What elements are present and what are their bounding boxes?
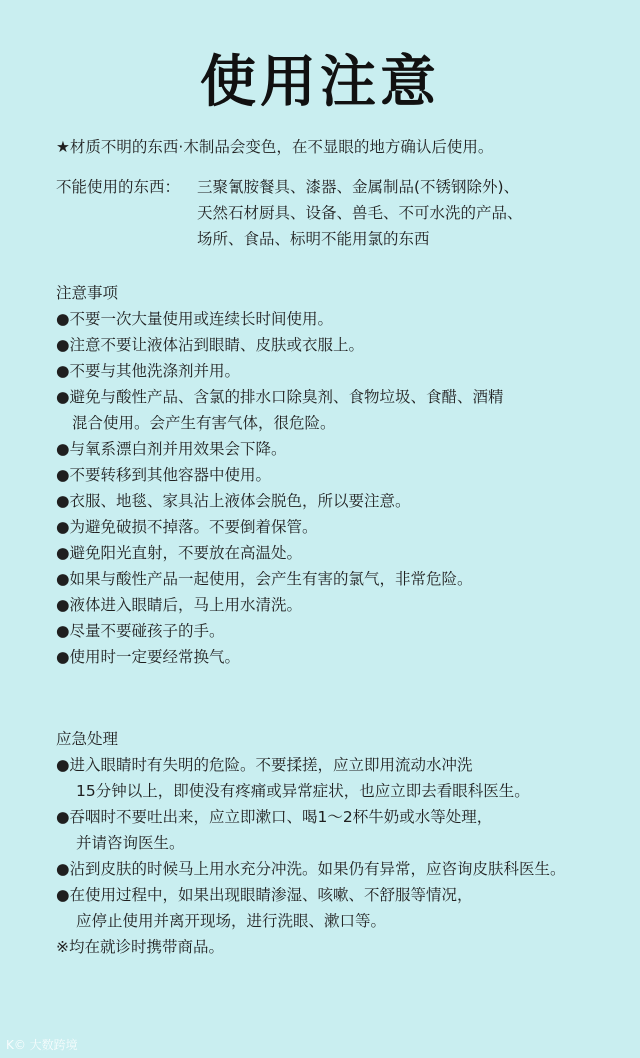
material-warning: ★材质不明的东西·木制品会变色，在不显眼的地方确认后使用。 xyxy=(56,138,494,156)
forbidden-item: 场所、食品、标明不能用氯的东西 xyxy=(197,230,430,248)
precaution-item: ●与氧系漂白剂并用效果会下降。 xyxy=(56,440,287,458)
precaution-item: ●如果与酸性产品一起使用，会产生有害的氯气，非常危险。 xyxy=(56,570,473,588)
precaution-item: ●液体进入眼睛后，马上用水清洗。 xyxy=(56,596,303,614)
precaution-item: ●不要一次大量使用或连续长时间使用。 xyxy=(56,310,334,328)
emergency-item-continued: 应停止使用并离开现场，进行洗眼、漱口等。 xyxy=(76,912,387,930)
precaution-item: ●使用时一定要经常换气。 xyxy=(56,648,241,666)
forbidden-item: 三聚氰胺餐具、漆器、金属制品(不锈钢除外)、 xyxy=(197,178,520,196)
precaution-item: ●不要与其他洗涤剂并用。 xyxy=(56,362,241,380)
precaution-item: ●避免阳光直射，不要放在高温处。 xyxy=(56,544,303,562)
precaution-item: ●尽量不要碰孩子的手。 xyxy=(56,622,225,640)
precaution-item: ●为避免破损不掉落。不要倒着保管。 xyxy=(56,518,318,536)
footnote: ※均在就诊时携带商品。 xyxy=(56,938,224,956)
forbidden-item: 天然石材厨具、设备、兽毛、不可水洗的产品、 xyxy=(197,204,523,222)
page-title: 使用注意 xyxy=(200,50,440,115)
emergency-title: 应急处理 xyxy=(56,730,119,748)
emergency-item: ●进入眼睛时有失明的危险。不要揉搓，应立即用流动水冲洗 xyxy=(56,756,473,774)
forbidden-label: 不能使用的东西： xyxy=(56,178,181,196)
watermark: K© 大数跨境 xyxy=(6,1038,78,1052)
emergency-item-continued: 15分钟以上，即使没有疼痛或异常症状，也应立即去看眼科医生。 xyxy=(76,782,530,800)
emergency-item: ●在使用过程中，如果出现眼睛渗湿、咳嗽、不舒服等情况， xyxy=(56,886,473,904)
precaution-item-continued: 混合使用。会产生有害气体，很危险。 xyxy=(72,414,336,432)
precaution-item: ●避免与酸性产品、含氯的排水口除臭剂、食物垃圾、食醋、酒精 xyxy=(56,388,504,406)
precaution-item: ●注意不要让液体沾到眼睛、皮肤或衣服上。 xyxy=(56,336,365,354)
emergency-item: ●沾到皮肤的时候马上用水充分冲洗。如果仍有异常，应咨询皮肤科医生。 xyxy=(56,860,566,878)
precautions-title: 注意事项 xyxy=(56,284,119,302)
precaution-item: ●衣服、地毯、家具沾上液体会脱色，所以要注意。 xyxy=(56,492,411,510)
emergency-item: ●吞咽时不要吐出来，应立即漱口、喝1～2杯牛奶或水等处理， xyxy=(56,808,493,826)
precaution-item: ●不要转移到其他容器中使用。 xyxy=(56,466,272,484)
emergency-item-continued: 并请咨询医生。 xyxy=(76,834,185,852)
